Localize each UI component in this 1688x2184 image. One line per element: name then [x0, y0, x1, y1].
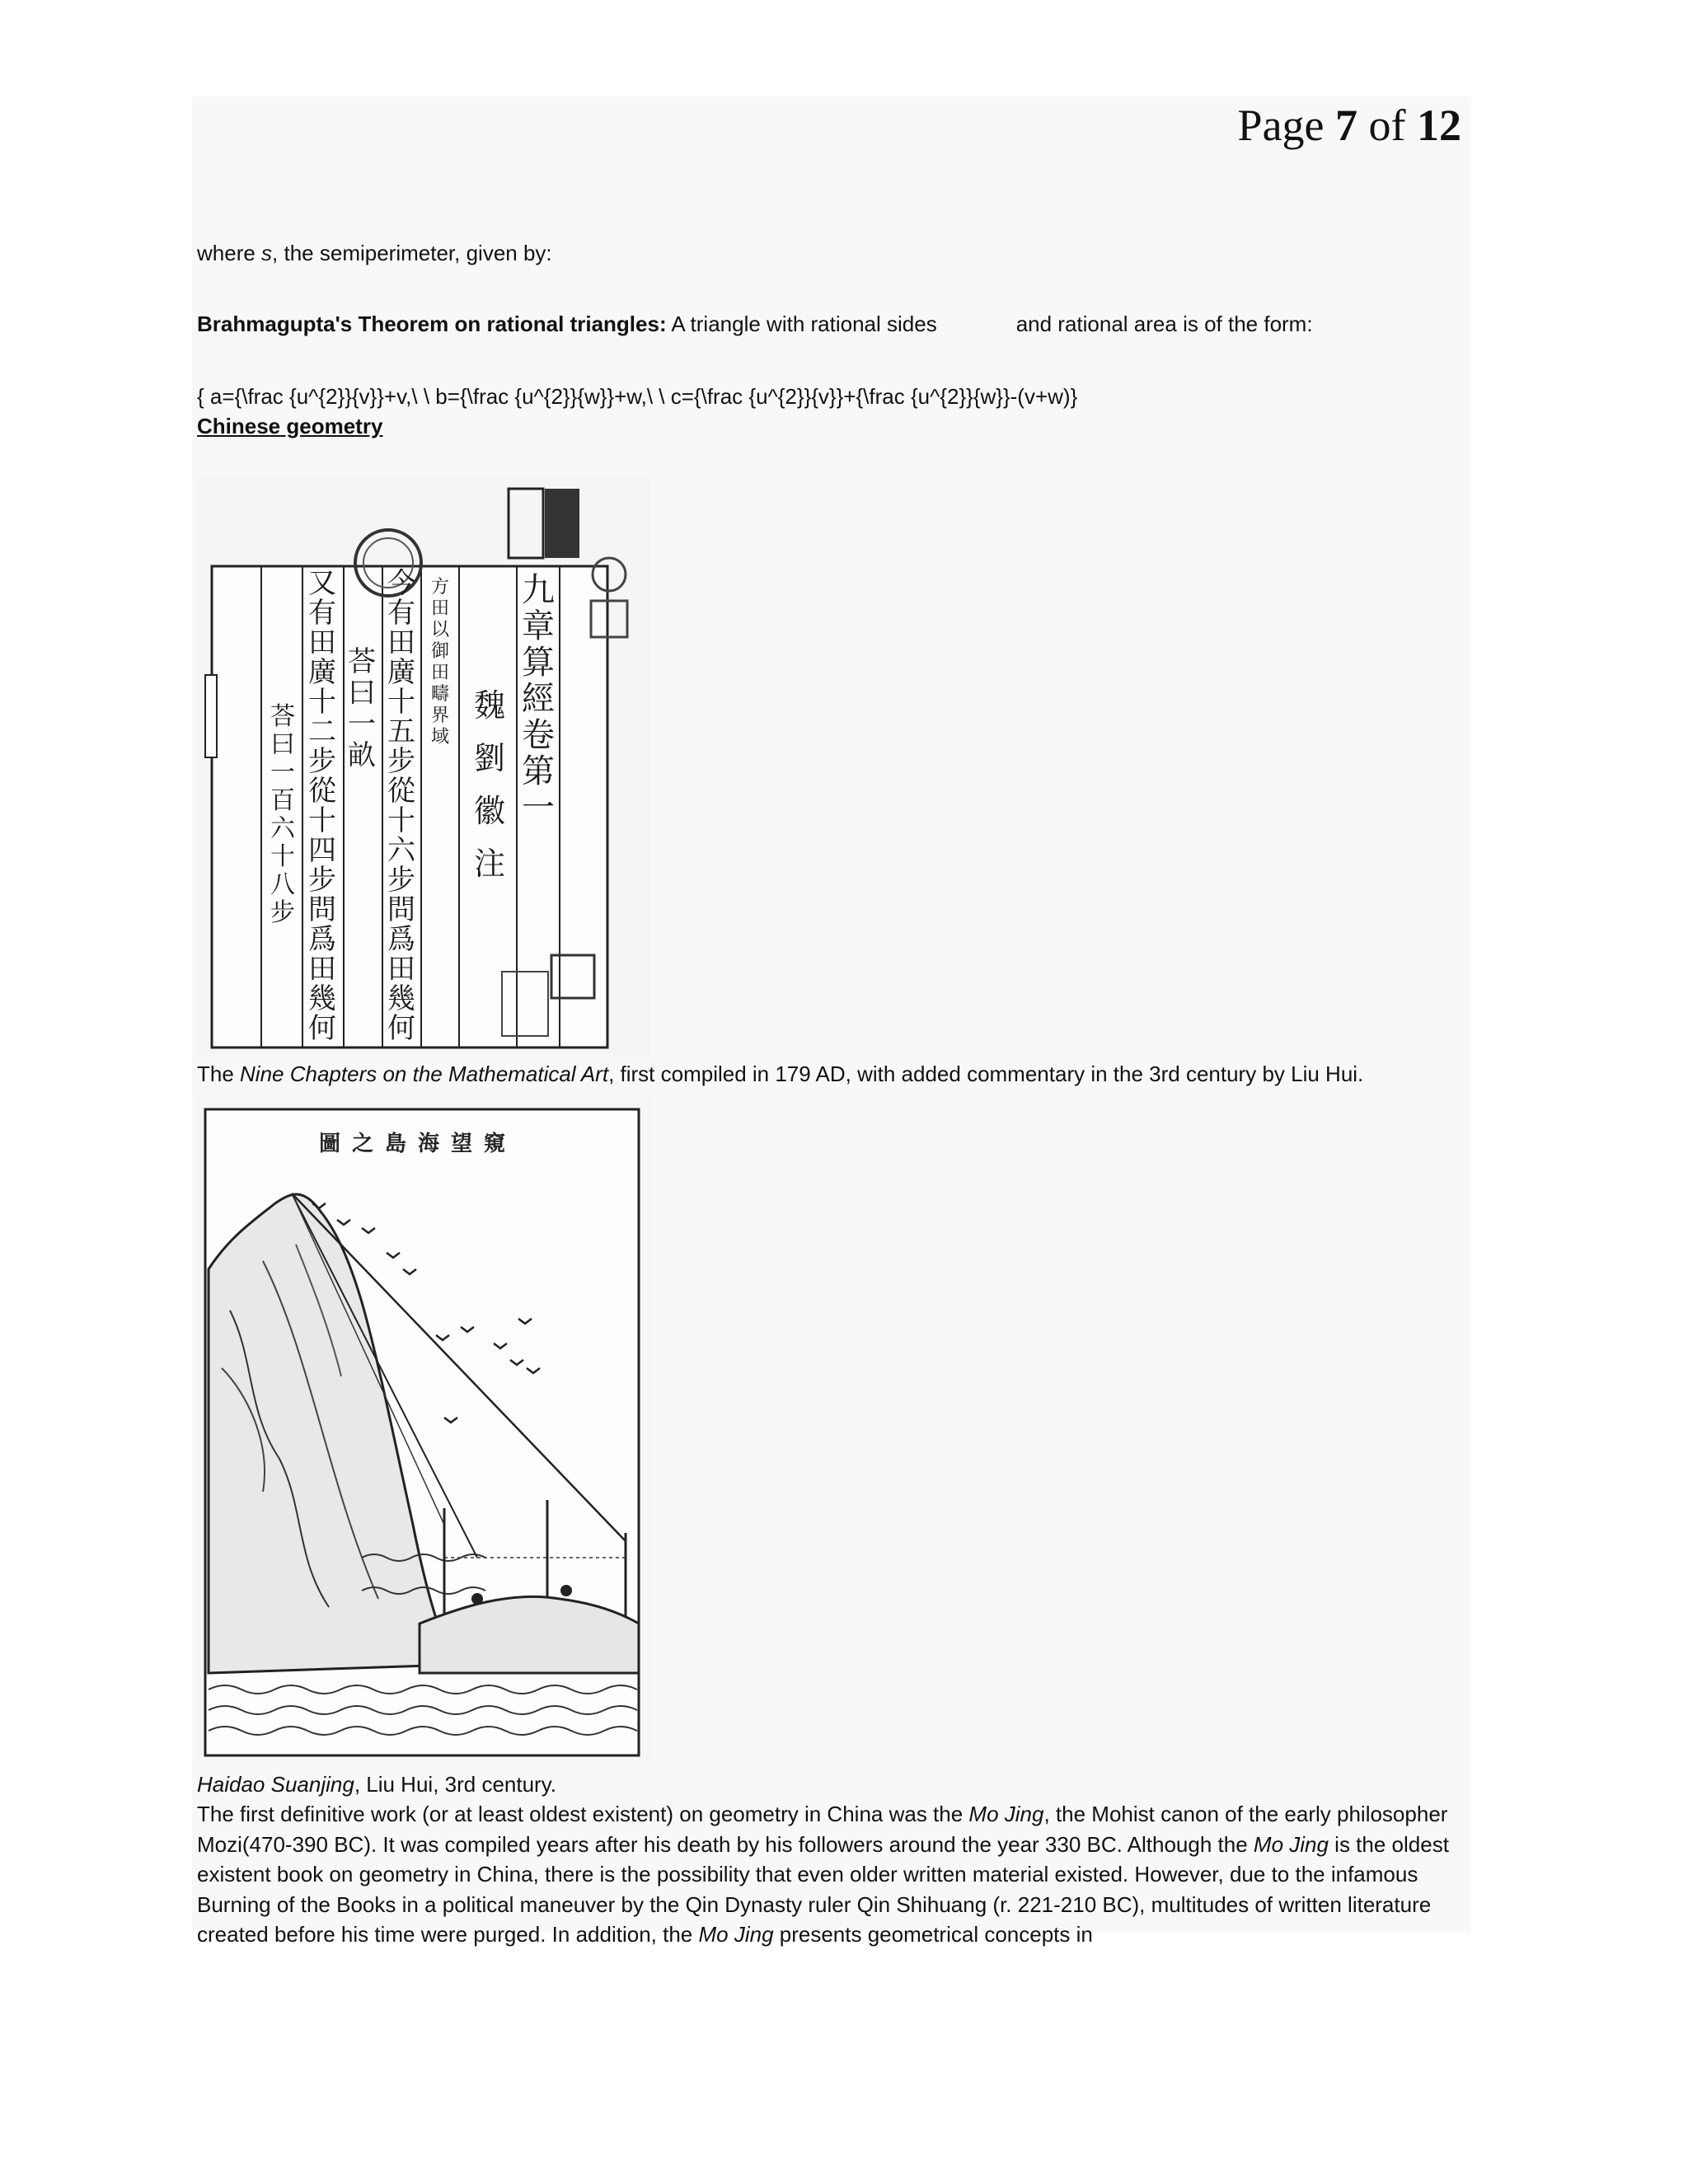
nine-chapters-column-7: 荅曰一百六十八步: [270, 702, 295, 927]
of-word: of: [1368, 101, 1406, 150]
section-heading: Chinese geometry: [197, 414, 383, 438]
page-current: 7: [1335, 101, 1358, 150]
nine-chapters-column-6: 又有田廣十二步從十四步問爲田幾何: [308, 567, 336, 1045]
semiperimeter-suffix: , the semiperimeter, given by:: [272, 241, 552, 265]
semiperimeter-line: [197, 238, 552, 268]
nine-chapters-column-5: 荅曰一畝: [348, 645, 376, 772]
formula-line: { a={\frac {u^{2}}{v}}+v,\ \ b={\frac {u^{2}}{w}}+w,\ \ c={\frac {u^{2}}{v}}+{\frac {u^{2}}{w}}-(v+w)}: [197, 384, 1078, 409]
caption-1-suffix: , first compiled in 179 AD, with added commentary in the 3rd century by Liu Hui.: [608, 1062, 1364, 1086]
mo-jing-paragraph: [197, 1799, 1466, 1950]
nine-chapters-column-4: 今有田廣十五步從十六步問爲田幾何: [387, 567, 415, 1045]
mo-jing-term-3: Mo Jing: [698, 1922, 774, 1947]
semiperimeter-prefix: where: [197, 241, 262, 265]
page-word: Page: [1237, 101, 1325, 150]
nine-chapters-column-3: 方田以御田疇界域: [430, 577, 450, 748]
nine-chapters-image: [197, 477, 650, 1056]
caption-2-suffix: , Liu Hui, 3rd century.: [354, 1772, 556, 1797]
paragraph-part-2: , the Mohist canon of the early philosopher Mozi(470-390 BC). It was compiled years after his death by his followers around the year 330 BC. Although the: [197, 1802, 1448, 1857]
nine-chapters-caption: [197, 1059, 1363, 1089]
paragraph-part-4: presents geometrical concepts in: [773, 1922, 1093, 1947]
page-number-header: [1238, 100, 1461, 151]
haidao-title: 圖之島海望窺: [318, 1132, 518, 1156]
caption-1-prefix: The: [197, 1062, 241, 1086]
haidao-caption: [197, 1769, 556, 1799]
paragraph-part-1: The first definitive work (or at least oldest existent) on geometry in China was the: [197, 1802, 969, 1826]
semiperimeter-variable: s: [261, 241, 273, 265]
mo-jing-term-2: Mo Jing: [1253, 1831, 1329, 1857]
caption-1-title: Nine Chapters on the Mathematical Art: [240, 1062, 609, 1086]
haidao-suanjing-image: [197, 1096, 652, 1765]
caption-2-title: Haidao Suanjing: [197, 1772, 354, 1797]
theorem-label: Brahmagupta's Theorem on rational triangles:: [197, 312, 667, 336]
theorem-text-before: A triangle with rational sides: [666, 312, 937, 336]
mo-jing-term-1: Mo Jing: [968, 1802, 1044, 1826]
theorem-line: [197, 309, 1313, 339]
document-page: [192, 96, 1471, 1947]
nine-chapters-column-2: 魏劉徽注: [473, 687, 506, 882]
page-total: 12: [1417, 101, 1461, 150]
nine-chapters-column-1: 九章算經卷第一: [522, 571, 555, 827]
paragraph-part-3: is the oldest existent book on geometry in China, there is the possibility that even older written material existed. However, due to the infamous Burning of the Books in a political maneuver by the Qin Dynasty ruler Qin Shihuang (r. 221-210 BC), multitudes of written literature created before his time were purged. In addition, the: [197, 1831, 1449, 1947]
theorem-text-after: and rational area is of the form:: [1015, 312, 1313, 336]
